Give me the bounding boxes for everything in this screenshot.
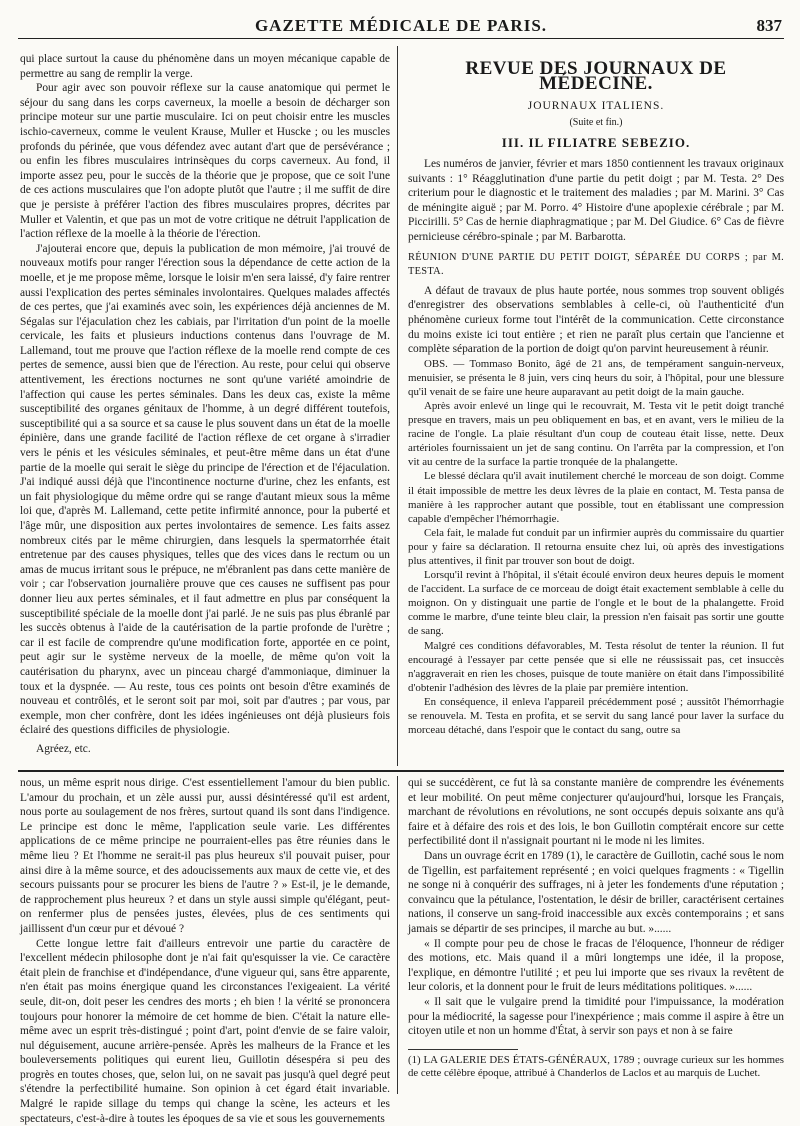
paragraph: qui place surtout la cause du phénomène dans un moyen mécanique capable de permettre au sang de remplir la verge. xyxy=(20,53,390,80)
review-title: REVUE DES JOURNAUX DE MÉDECINE. xyxy=(465,58,727,94)
horizontal-divider xyxy=(18,770,784,772)
paragraph: Malgré ces conditions défavorables, M. Testa résolut de tenter la réunion. Il fut encouragé à l'essayer par cette pensée que si elle ne réussissait pas, cet insuccès n'aggraverait en rien les choses, puisque de toute manière on était dans l'impossibilité d'obtenir l'adhésion des lèvres de la plaie par première intention. xyxy=(408,639,784,694)
paragraph: Le blessé déclara qu'il avait inutilement cherché le morceau de son doigt. Comme il était impossible de mettre les deux lèvres de la plaie en contact, M. Testa pansa de manière à les rapprocher autant que possible, tout en établissant une compression capable d'empêcher l'hémorrhagie. xyxy=(408,470,784,525)
paragraph: Les numéros de janvier, février et mars 1850 contiennent les travaux originaux suivants : 1° Réagglutination d'une partie du petit doigt ; par M. Testa. 2° Des criterium pour le diagnostic et le traitement des maladies ; par M. Marini. 3° Cas de méningite aiguë ; par M. Porro. 4° Histoire d'une apoplexie cérébrale ; par M. Piccirilli. 5° Cas de hernie diaphragmatique ; par M. Del Giudice. 6° Cas de fièvre pernicieuse cérébro-spinale ; par M. Barbarotta. xyxy=(408,157,784,243)
paragraph: Pour agir avec son pouvoir réflexe sur la cause anatomique qui permet le séjour du sang dans les corps caverneux, la moelle a besoin de décharger son principe moteur sur une partie musculaire. Ici on peut choisir entre les muscles ischio-caverneux, comme le veulent Krause, Muller et Huscke ; ou les muscles profonds du périnée, que vous défendez avec autant d'art que de persévérance ; ou enfin les fibres musculaires intrinsèques du corps caverneux. Au fond, il importe assez peu, pour le succès de la théorie que je propose, que ce soit l'une de ces actions musculaires que l'on adopte plutôt que l'autre ; il me suffit de dire que je persiste à préférer l'action des fibres musculaires propres, décrites par Muller et Valentin, et que pas un mot de votre critique ne détruit l'application de l'action réflexe de la moelle à la théorie de l'érection. xyxy=(20,82,390,241)
continuation-note: (Suite et fin.) xyxy=(569,116,623,128)
review-subtitle: JOURNAUX ITALIENS. xyxy=(527,100,665,113)
paragraph: OBS. — Tommaso Bonito, âgé de 21 ans, de tempérament sanguin-nerveux, menuisier, se présenta le 8 juin, vers cinq heurs du soir, à l'hôpital, pour une blessure qu'il venait de se faire une heure auparavant au petit doigt de la main gauche. xyxy=(408,357,784,398)
section-heading: III. IL FILIATRE SEBEZIO. xyxy=(501,135,691,151)
right-column-top xyxy=(408,52,784,737)
paragraph: J'ajouterai encore que, depuis la publication de mon mémoire, j'ai trouvé de nouveaux motifs pour ranger l'érection sous la dépendance de cette action de la moelle, et je me propose même, lorsque le loisir m'en sera laissé, d'y faire rentrer aussi l'explication des pertes séminales involontaires. Quelques malades affectés de ces pertes, que j'ai examinés avec soin, les expériences déjà anciennes de M. Ségalas sur l'éjaculation chez les cabiais, par l'irritation d'un point de la moelle cervicale, les faits et plusieurs inductions contenus dans l'ouvrage de M. Lallemand, tout me prouve que l'action réflexe de la moelle rend compte de ces pertes de semence, aussi bien que de l'érection. Au reste, pour celui qui observe attentivement, les érections nocturnes ne sont qu'une variété amoindrie de l'affection qui cause les pertes séminales. Dans les deux cas, existe la même susceptibilité des organes génitaux de l'homme, à un degré différent toutefois, susceptibilité qui a sa source et sa cause le plus souvent dans un état de la moelle épinière, dans une grande facilité de l'action réflexe de cet organe à s'irradier vers le pénis et les vésicules séminales, et peut-être même dans un état d'une partie de la moelle qui serait le siège du principe de l'érection et de l'éjaculation. J'ai indiqué aussi déjà que l'incontinence nocturne d'urine, chez les enfants, est un fait physiologique du même ordre qui se range d'autant mieux sous la même loi que, d'après M. Lallemand, cette petite infirmité annonce, pour la puberté et l'âge mûr, une disposition aux pertes involontaires de semence. Les faits assez nombreux cités par le même chirurgien, dans lesquels la spermatorrhée était entretenue par des causes physiques, telles que des vices dans le rectum ou un amas de mucus irritant sous le prépuce, ne m'ébranlent pas dans cette manière de voir ; car l'observation journalière prouve que ces causes ne suffisent pas pour donner lieu aux pertes séminales, et il faut admettre en plus par conséquent la susceptibilité spéciale de la moelle dont j'ai parlé. Je ne suis pas plus ébranlé par les succès obtenus à l'aide de la cautérisation de la partie profonde de l'urètre ; car il est facile de comprendre qu'une modification forte, apportée en ce point, peut agir sur le système nerveux de la moelle, de même qu'on voit la cautérisation du pharynx, avec un pinceau chargé d'ammoniaque, diminuer la toux et la dyspnée. — Au reste, tous ces points ont besoin d'être examinés de nouveau et contrôlés, et le seront soit par moi, soit par d'autres ; par vous, par exemple, mon cher confrère, dont les idées ingénieuses ont déjà plusieurs fois éclairé des questions difficiles de physiologie. xyxy=(20,242,390,737)
left-column-top xyxy=(20,52,390,757)
column-divider-bottom xyxy=(397,776,398,1094)
footnote-rule xyxy=(408,1049,518,1050)
paragraph: Cette longue lettre fait d'ailleurs entrevoir une partie du caractère de l'excellent médecin philosophe dont je n'ai fait qu'esquisser la vie. Ce caractère était plein de franchise et d'indépendance, d'une vigueur qui, sans être apparente, n'en était pas moins énergique quand les circonstances l'exigeaient. La vérité seule, dit-on, doit peser les cendres des morts ; eh bien ! la vérité se prononcera toujours pour honorer la mémoire de cet homme de bien. C'était la nature elle-même avec un esprit très-distingué ; point d'art, point d'envie de se faire valoir, nul déguisement, aucune arrière-pensée. Après les malheurs de la France et les bouleversements politiques qui eurent lieu, Guillotin désespéra si peu des progrès en toutes choses, que, selon lui, on ne savait pas jusqu'à quel degré peut s'étendre la perfectibilité humaine. Son opinion à cet égard était invariable. Malgré le rapide sillage du temps qui change la scène, les acteurs et les spectateurs, c'est-à-dire à toutes les époques de sa vie et sous les gouvernements xyxy=(20,937,390,1125)
article-heading: RÉUNION D'UNE PARTIE DU PETIT DOIGT, SÉPARÉE DU CORPS ; par M. TESTA. xyxy=(408,251,784,278)
right-column-bottom xyxy=(408,776,784,1081)
paragraph: nous, un même esprit nous dirige. C'est essentiellement l'amour du bien public. L'amour du prochain, et un zèle aussi pur, aussi désintéressé qu'il est ardent, nous porte au soulagement de nos frères, surtout quand ils sont dans l'indigence. Le principe est donc le même, l'application seule varie. Les différentes applications de ce même principe ne pourraient-elles pas être réunies dans le même lieu ? Et l'homme ne serait-il pas plus heureux s'il pouvait puiser, pour ainsi dire à la même source, et des adoucissements aux maux de cette vie, et des secours puissants pour se procurer les biens de l'autre ? » Est-il, je le demande, de rapprochement plus heureux ? et dans un style aussi simple qu'élégant, peut-on renfermer plus de pensées justes, élevées, plus de ces sentiments qui jaillissent d'un cœur pur et dévoué ? xyxy=(20,777,390,935)
paragraph: « Il sait que le vulgaire prend la timidité pour l'impuissance, la modération pour la médiocrité, la sagesse pour l'inexpérience ; mais comme il aspire à être un citoyen utile et non un homme d'État, à servir son pays et non à se faire xyxy=(408,995,784,1038)
footnote: (1) LA GALERIE DES ÉTATS-GÉNÉRAUX, 1789 ; ouvrage curieux sur les hommes de cette célèbre époque, attribué à Chanderlos de Laclos et au marquis de Luchet. xyxy=(408,1053,784,1080)
paragraph: Lorsqu'il revint à l'hôpital, il s'était écoulé environ deux heures depuis le moment de l'accident. La surface de ce morceau de doigt était exactement semblable à celle du moignon. On y distinguait une partie de l'ongle et le bout de la phalangette. Froid comme le marbre, d'une teinte bleu clair, la pression n'en faisait pas sortir une goutte de sang. xyxy=(408,569,784,638)
paragraph: A défaut de travaux de plus haute portée, nous sommes trop souvent obligés d'enregistrer des observations semblables à celle-ci, où l'authenticité d'un phénomène curieux forme tout l'intérêt de la communication. Cette circonstance du moins existe ici tout entière ; et rien ne paraît plus certain que l'ancienne et complète séparation de la portion de doigt qu'on parvint heureusement à réunir. xyxy=(408,284,784,356)
paragraph: En conséquence, il enleva l'appareil précédemment posé ; aussitôt l'hémorrhagie se renouvela. M. Testa en profita, et se servit du sang lancé pour laver la surface du morceau détaché, dans l'espoir que le contact du sang, outre sa xyxy=(408,695,784,737)
paragraph: Dans un ouvrage écrit en 1789 (1), le caractère de Guillotin, caché sous le nom de Tigellin, est parfaitement représenté ; en voici quelques fragments : « Tigellin ne songe ni à conquérir des suffrages, ni à jeter les fondements d'une réputation ; convaincu que la pétulance, l'ostentation, le désir de briller, caractérisent certaines nations, il conserve un sang-froid inaccessible aux excès contemporains ; et sans jamais se départir de ses principes, il marche au but. »...... xyxy=(408,849,784,935)
closing-salutation: Agréez, etc. xyxy=(36,742,91,755)
page-number: 837 xyxy=(756,16,782,35)
journal-title: GAZETTE MÉDICALE DE PARIS. xyxy=(254,16,548,35)
paragraph: Cela fait, le malade fut conduit par un infirmier auprès du commissaire du quartier pour y faire sa déclaration. Il retourna ensuite chez lui, où après des investigations plus attentives, il finit par trouver son bout de doigt. xyxy=(408,526,784,567)
column-divider-top xyxy=(397,46,398,766)
paragraph: qui se succédèrent, ce fut là sa constante manière de comprendre les événements et leur mobilité. On peut même conjecturer qu'aujourd'hui, lorsque les Français, marchant de révolutions en révolutions, ne sont occupés depuis soixante ans qu'à faire et à défaire des rois et des lois, le bon Guillotin comptérait encore sur cette perfectibilité dont il n'assignait pourtant ni le mode ni les limites. xyxy=(408,777,784,848)
page-header xyxy=(18,14,784,39)
paragraph: Après avoir enlevé un linge qui le recouvrait, M. Testa vit le petit doigt tranché presque en travers, mais un peu obliquement en bas, et en avant, vers le milieu de la racine de l'ongle. La plaie résultant d'un coup de couteau était lisse, nette. Deux artérioles fournissaient un jet de sang continu. On l'arrêta par la compression, et l'on vit au centre de la surface la partie tronquée de la phalangette. xyxy=(408,399,784,469)
left-column-bottom xyxy=(20,776,390,1126)
paragraph: « Il compte pour peu de chose le fracas de l'éloquence, l'honneur de rédiger des motions, etc. Mais quand il a mûri longtemps une idée, il la propose, l'explique, en démontre l'utilité ; et peu lui importe que ses rivaux la revêtent de leur coloris, et la donnent pour le fruit de leurs méditations politiques. »...... xyxy=(408,937,784,994)
observation-block xyxy=(408,357,784,738)
